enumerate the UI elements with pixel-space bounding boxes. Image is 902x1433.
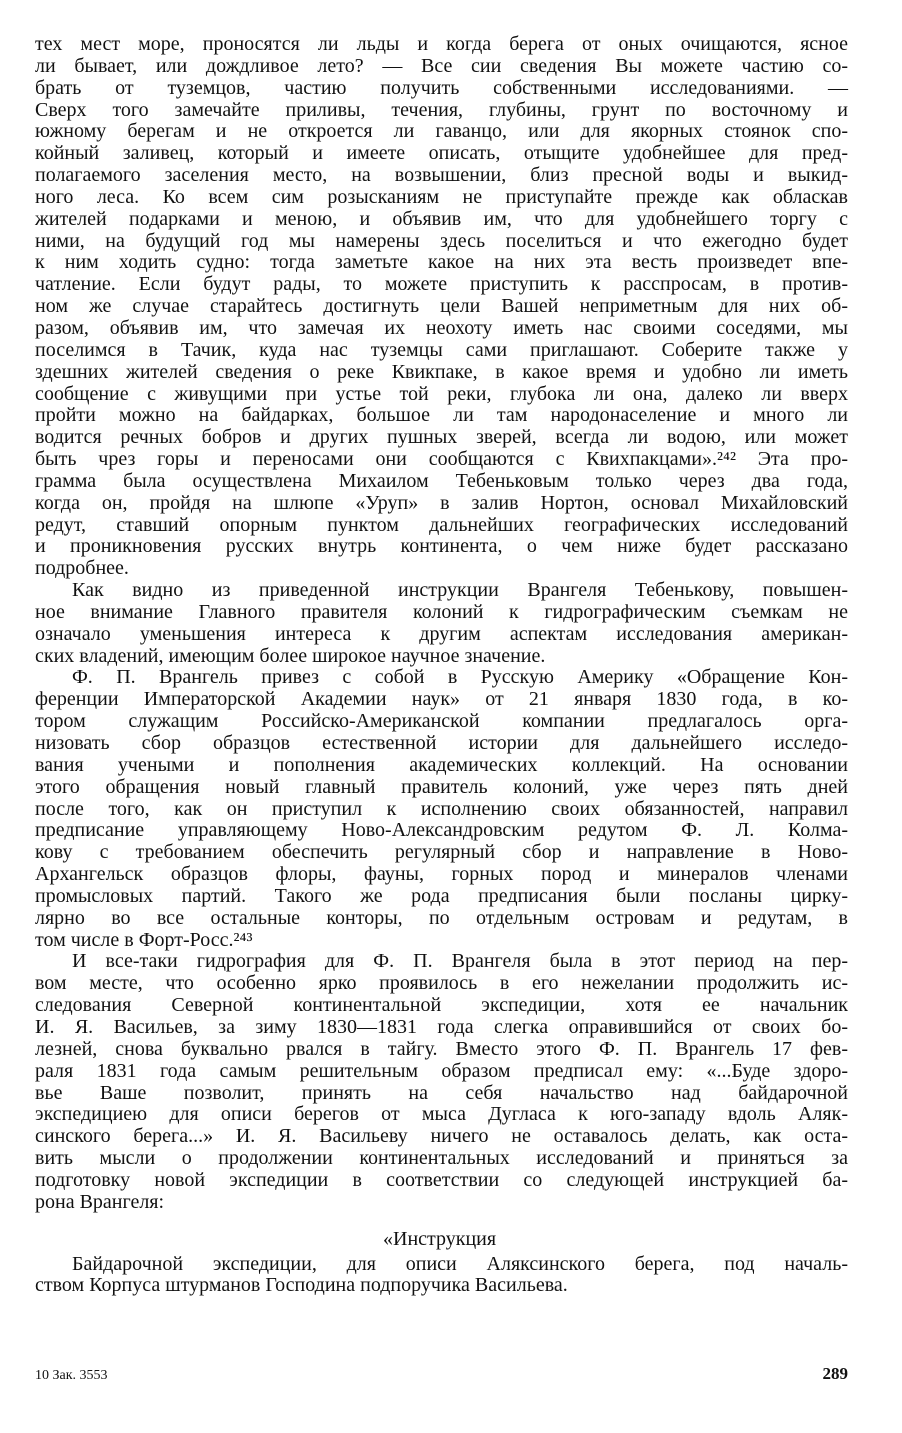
text-line: И все-таки гидрография для Ф. П. Врангеля была в этот период на пер- xyxy=(72,950,848,973)
text-line: вить мысли о продолжении континентальных исследований и приняться за xyxy=(35,1147,848,1170)
text-line: вом месте, что особенно ярко проявилось в его нежелании продолжить ис- xyxy=(35,972,848,995)
text-line: тором служащим Российско-Американской компании предлагалось орга- xyxy=(35,710,848,733)
text-line: низовать сбор образцов естественной истории для дальнейшего исследо- xyxy=(35,732,848,754)
text-line: вания учеными и пополнения академических коллекций. На основании xyxy=(35,753,848,776)
page-number: 289 xyxy=(822,1364,848,1383)
text-line: тех мест море, проносятся ли льды и когда берега от оных очищаются, ясное xyxy=(35,33,848,55)
text-line: ских владений, имеющим более широкое научное значение. xyxy=(35,644,546,667)
text-line: поселимся в Тачик, куда нас туземцы сами приглашают. Соберите также у xyxy=(35,338,848,361)
text-line: ними, на будущий год мы намерены здесь поселиться и что ежегодно будет xyxy=(35,229,848,252)
text-line: синского берега...» И. Я. Васильеву ничего не оставалось делать, как оста- xyxy=(35,1125,848,1148)
text-line: том числе в Форт-Росс.²⁴³ xyxy=(35,928,253,951)
text-line: редут, ставший опорным пунктом дальнейших географических исследований xyxy=(35,513,848,536)
text-line: Ф. П. Врангель привез с собой в Русскую Америку «Обращение Кон- xyxy=(72,666,848,689)
text-line: ном же случае старайтесь достигнуть цели Вашей неприметным для них об- xyxy=(35,295,848,318)
text-line: означало уменьшения интереса к другим аспектам исследования американ- xyxy=(35,622,848,645)
text-line: подробнее. xyxy=(35,557,129,580)
text-line: ством Корпуса штурманов Господина подпоручика Васильева. xyxy=(35,1274,568,1297)
text-line: чатление. Если будут рады, то можете приступить к расспросам, в против- xyxy=(35,273,848,296)
text-line: разом, объявив им, что замечая их неохоту иметь нас своими соседями, мы xyxy=(35,316,848,339)
print-order-note: 10 Зак. 3553 xyxy=(35,1368,108,1383)
page-body xyxy=(35,34,848,1297)
paragraph xyxy=(35,580,848,667)
text-line: ного леса. Ко всем сим розысканиям не приступайте прежде как обласкав xyxy=(35,185,848,208)
text-line: Сверх того замечайте приливы, течения, глубины, грунт по восточному и xyxy=(35,98,848,121)
text-line: водится речных бобров и других пушных зверей, всегда ли водою, или может xyxy=(35,426,848,449)
text-line: когда он, пройдя на шлюпе «Уруп» в залив Нортон, основал Михайловский xyxy=(35,491,848,514)
section-heading: «Инструкция xyxy=(383,1227,497,1250)
text-line: грамма была осуществлена Михаилом Тебеньковым только через два года, xyxy=(35,469,848,492)
text-line: лярно во все остальные конторы, по отдельным островам и редутам, в xyxy=(35,906,848,929)
text-line: рона Врангеля: xyxy=(35,1190,165,1213)
text-line: кову с требованием обеспечить регулярный сбор и направление в Ново- xyxy=(35,841,848,864)
text-line: брать от туземцов, частию получить собственными исследованиями. — xyxy=(35,76,848,99)
paragraph xyxy=(35,667,848,951)
text-line: Байдарочной экспедиции, для описи Аляксинского берега, под началь- xyxy=(72,1252,848,1275)
text-line: ное внимание Главного правителя колоний к гидрографическим съемкам не xyxy=(35,600,848,623)
text-line: здешних жителей сведения о реке Квикпаке, в какое время и удобно ли иметь xyxy=(35,360,848,383)
text-line: вье Ваше позволит, принять на себя начальство над байдарочной xyxy=(35,1081,848,1104)
text-line: экспедициею для описи берегов от мыса Дугласа к юго-западу вдоль Аляк- xyxy=(35,1103,848,1126)
text-line: Архангельск образцов флоры, фауны, горных пород и минералов членами xyxy=(35,863,848,886)
text-line: южному берегам и не откроется ли гаванцо, или для якорных стоянок спо- xyxy=(35,120,848,143)
text-line: полагаемого заселения место, на возвышении, близ пресной воды и выкид- xyxy=(35,164,848,187)
page-footer xyxy=(35,1364,848,1384)
paragraph xyxy=(35,951,848,1213)
text-line: пройти можно на байдарках, большое ли там народонаселение и много ли xyxy=(35,404,848,427)
text-line: подготовку новой экспедиции в соответствии со следующей инструкцией ба- xyxy=(35,1168,848,1191)
text-line: промысловых партий. Такого же рода предписания были посланы цирку- xyxy=(35,884,848,907)
text-line: раля 1831 года самым решительным образом предписал ему: «...Буде здоро- xyxy=(35,1059,848,1082)
text-line: Как видно из приведенной инструкции Врангеля Тебенькову, повышен- xyxy=(72,579,848,602)
text-line: этого обращения новый главный правитель колоний, уже через пять дней xyxy=(35,775,848,798)
text-line: после того, как он приступил к исполнению своих обязанностей, направил xyxy=(35,797,848,820)
text-line: предписание управляющему Ново-Александровским редутом Ф. Л. Колма- xyxy=(35,819,848,842)
text-line: ференции Императорской Академии наук» от 21 января 1830 года, в ко- xyxy=(35,688,848,711)
text-line: быть чрез горы и переносами они сообщаются с Квихпакцами».²⁴² Эта про- xyxy=(35,448,848,471)
text-line: следования Северной континентальной экспедиции, хотя ее начальник xyxy=(35,994,848,1017)
paragraph xyxy=(35,1254,848,1298)
text-line: к ним ходить судно: тогда заметьте какое на них эта весть произведет впе- xyxy=(35,251,848,274)
paragraph xyxy=(35,34,848,580)
text-line: жителей подарками и меною, и объявив им, что для удобнейшего торгу с xyxy=(35,207,848,230)
text-line: лезней, снова буквально рвался в тайгу. Вместо этого Ф. П. Врангель 17 фев- xyxy=(35,1037,848,1060)
text-line: и проникновения русских внутрь континента, о чем ниже будет рассказано xyxy=(35,535,848,558)
text-line: ли бывает, или дождливое лето? — Все сии сведения Вы можете частию со- xyxy=(35,54,848,77)
text-line: сообщение с живущими при устье той реки, глубока ли она, далеко ли вверх xyxy=(35,382,848,405)
text-line: койный заливец, который и имеете описать, отыщите удобнейшее для пред- xyxy=(35,142,848,165)
text-line: И. Я. Васильев, за зиму 1830—1831 года слегка оправившийся от своих бо- xyxy=(35,1015,848,1038)
final-paragraph xyxy=(35,1254,848,1298)
text-body xyxy=(35,34,848,1214)
